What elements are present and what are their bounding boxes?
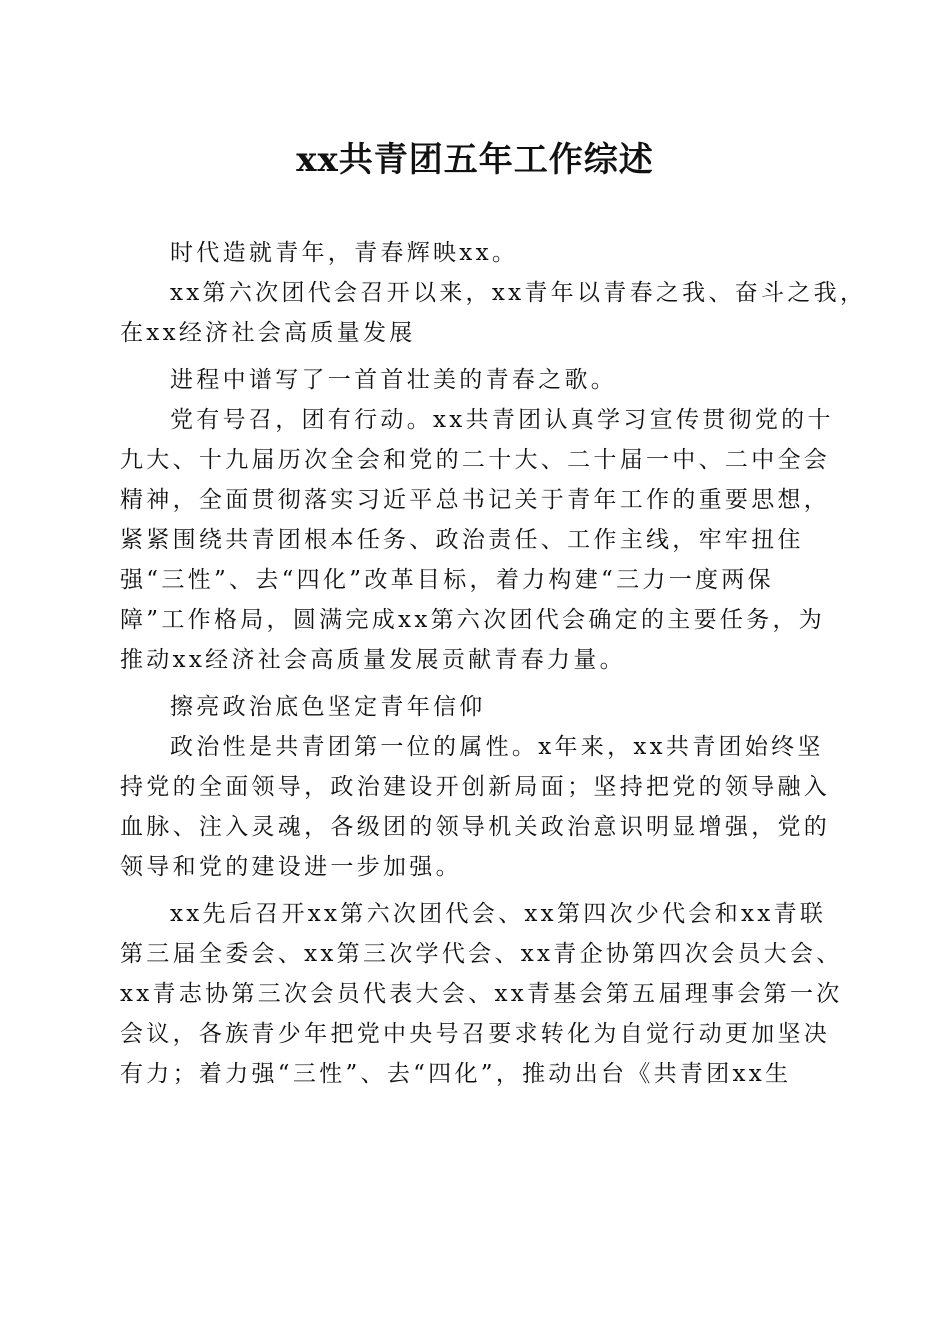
text-line: 强“三性”、去“四化”改革目标，着力构建“三力一度两保	[120, 567, 774, 593]
text-line: 第三届全委会、xx第三次学代会、xx青企协第四次会员大会、	[120, 941, 843, 967]
text-line: 推动xx经济社会高质量发展贡献青春力量。	[120, 647, 626, 673]
text-line: 精神，全面贯彻落实习近平总书记关于青年工作的重要思想，	[120, 487, 831, 513]
text-line: xx第六次团代会召开以来，xx青年以青春之我、奋斗之我，	[170, 280, 867, 306]
text-line: 持党的全面领导，政治建设开创新局面；坚持把党的领导融入	[120, 774, 831, 800]
text-line: 有力；着力强“三性”、去“四化”，推动出台《共青团xx生	[120, 1061, 792, 1087]
text-line: 政治性是共青团第一位的属性。x年来，xx共青团始终坚	[170, 734, 824, 760]
text-line: 在xx经济社会高质量发展	[120, 320, 416, 346]
document-title: xx共青团五年工作综述	[296, 140, 654, 180]
text-line: xx先后召开xx第六次团代会、xx第四次少代会和xx青联	[170, 901, 827, 927]
text-line: 障”工作格局，圆满完成xx第六次团代会确定的主要任务，为	[120, 607, 826, 633]
text-line: 九大、十九届历次全会和党的二十大、二十届一中、二中全会	[120, 447, 831, 473]
text-line: 进程中谱写了一首首壮美的青春之歌。	[170, 367, 618, 393]
text-line: xx青志协第三次会员代表大会、xx青基会第五届理事会第一次	[120, 981, 843, 1007]
text-line: 党有号召，团有行动。xx共青团认真学习宣传贯彻党的十	[170, 407, 834, 433]
text-line: 会议，各族青少年把党中央号召要求转化为自觉行动更加坚决	[120, 1021, 831, 1047]
text-line: 时代造就青年，青春辉映xx。	[170, 240, 519, 266]
text-line: 领导和党的建设进一步加强。	[120, 854, 462, 880]
text-line: 紧紧围绕共青团根本任务、政治责任、工作主线，牢牢扭住	[120, 527, 804, 553]
section-heading: 擦亮政治底色坚定青年信仰	[170, 694, 486, 720]
document-body	[120, 233, 867, 1094]
text-line: 血脉、注入灵魂，各级团的领导机关政治意识明显增强，党的	[120, 814, 831, 840]
